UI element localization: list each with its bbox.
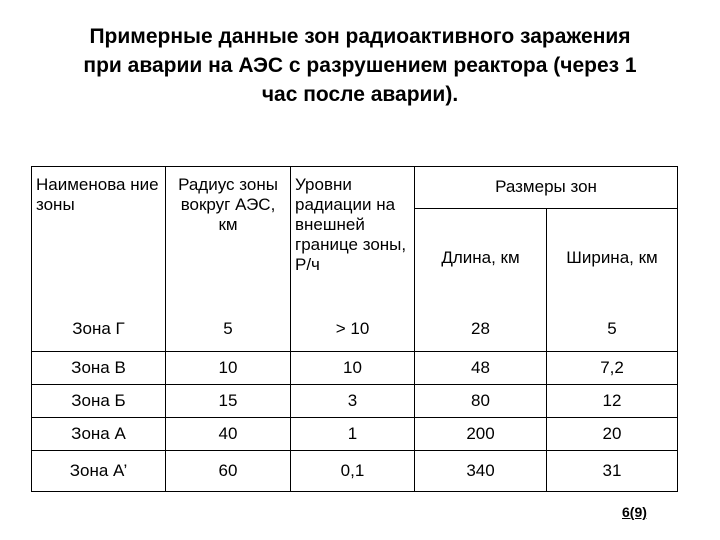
header-row [32, 167, 678, 209]
cell-radius: 15 [166, 385, 291, 418]
table-row [32, 385, 678, 418]
header-zone-name: Наименова ние зоны [32, 167, 166, 308]
cell-radiation: 0,1 [291, 451, 415, 492]
header-length: Длина, км [415, 208, 547, 307]
cell-zone-name: Зона А [32, 418, 166, 451]
cell-radiation: 10 [291, 352, 415, 385]
table-row [32, 451, 678, 492]
header-width: Ширина, км [547, 208, 678, 307]
cell-length: 48 [415, 352, 547, 385]
cell-width: 20 [547, 418, 678, 451]
cell-width: 12 [547, 385, 678, 418]
title-line-2: при аварии на АЭС с разрушением реактора (через 1 [83, 54, 637, 77]
header-zone-sizes: Размеры зон [415, 167, 678, 209]
cell-radius: 10 [166, 352, 291, 385]
page-number[interactable]: 6(9) [622, 504, 647, 520]
cell-zone-name: Зона А’ [32, 451, 166, 492]
zones-table [31, 166, 678, 492]
cell-radius: 5 [166, 307, 291, 352]
cell-length: 340 [415, 451, 547, 492]
header-radiation: Уровни радиации на внешней границе зоны, Р/ч [291, 167, 415, 308]
cell-length: 80 [415, 385, 547, 418]
cell-length: 28 [415, 307, 547, 352]
cell-radius: 60 [166, 451, 291, 492]
cell-width: 7,2 [547, 352, 678, 385]
cell-length: 200 [415, 418, 547, 451]
cell-radiation: 1 [291, 418, 415, 451]
cell-zone-name: Зона Б [32, 385, 166, 418]
table-row [32, 307, 678, 352]
cell-radiation: 3 [291, 385, 415, 418]
table-row [32, 418, 678, 451]
cell-width: 5 [547, 307, 678, 352]
title-line-3: час после аварии). [261, 83, 459, 106]
cell-zone-name: Зона В [32, 352, 166, 385]
table-row [32, 352, 678, 385]
title-line-1: Примерные данные зон радиоактивного заражения [89, 25, 631, 48]
cell-zone-name: Зона Г [32, 307, 166, 352]
cell-radiation: > 10 [291, 307, 415, 352]
page-title [20, 22, 700, 109]
cell-width: 31 [547, 451, 678, 492]
cell-radius: 40 [166, 418, 291, 451]
header-radius: Радиус зоны вокруг АЭС, км [166, 167, 291, 308]
